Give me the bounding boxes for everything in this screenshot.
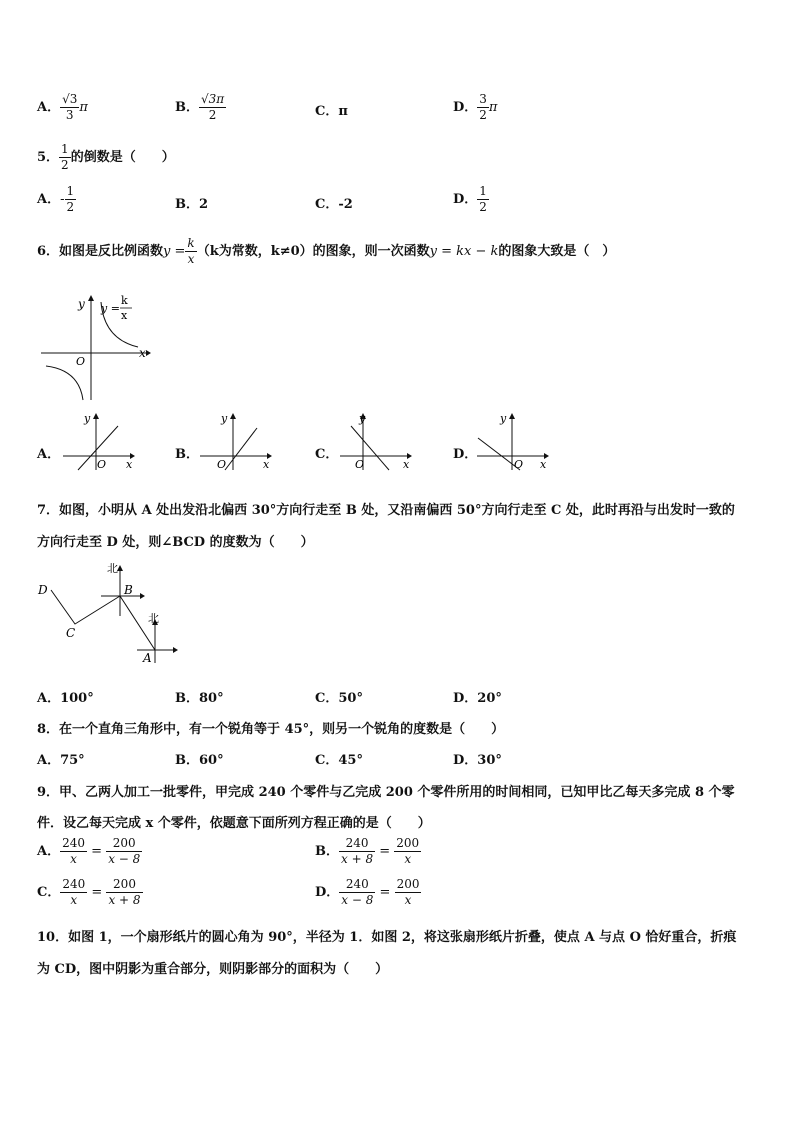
q5-d-num: 1 (479, 184, 487, 198)
q6-graph-func-x: x (121, 309, 128, 322)
q6-x-arrow (146, 350, 151, 356)
q9-a-n2: 200 (112, 836, 136, 850)
q6-part2: （k为常数，k≠0）的图象，则一次函数 (196, 244, 430, 259)
q4-option-d-label: D． (453, 100, 478, 115)
q9-d-eq: = (379, 885, 391, 900)
q6-curve-lower (46, 366, 83, 400)
q6-hyperbola-graph (38, 292, 153, 404)
q5-option-b-label: B． (175, 197, 199, 212)
q8-option-d-text: 30° (477, 753, 502, 768)
q6-a-y-label: y (84, 412, 91, 425)
q6-y-arrow (88, 295, 94, 301)
q4-option-c-text: π (338, 104, 348, 119)
q7-option-a-label: A． (37, 691, 61, 706)
q4-option-a-fraction (60, 92, 79, 123)
q10-stem-line1: 10．如图 1，一个扇形纸片的圆心角为 90°，半径为 1．如图 2，将这张扇形纸片折叠，使点 A 与点 O 恰好重合，折痕 (37, 930, 737, 945)
q9-option-a-label: A． (37, 844, 61, 859)
q9-d-rhs (395, 877, 422, 908)
q5-a-den: 2 (66, 200, 75, 214)
q6-fraction (185, 236, 196, 267)
q7-point-b: B (124, 583, 133, 597)
q5-a-fraction (65, 184, 77, 215)
q9-option-d-label: D． (315, 885, 340, 900)
q8-option-a-label: A． (37, 753, 61, 768)
q6-den: x (185, 251, 196, 267)
q7-point-d: D (38, 583, 48, 597)
q5-fraction (59, 142, 71, 173)
q6-a-origin-label: O (97, 458, 107, 471)
q9-b-n1: 240 (345, 836, 369, 850)
q9-stem-line2: 件．设乙每天完成 x 个零件，依题意下面所列方程正确的是（ ） (37, 816, 431, 831)
q9-b-lhs (339, 836, 375, 867)
q4-option-b-label: B． (175, 100, 199, 115)
q6-option-a-label: A． (37, 447, 61, 462)
q6-b-y-label: y (221, 412, 228, 425)
q6-part1: 6．如图是反比例函数 (37, 244, 164, 259)
q4-b-den: 2 (199, 107, 226, 123)
q7-direction-figure (35, 558, 185, 668)
q5-suffix: 的倒数是（ ） (70, 150, 175, 165)
q8-option-d (453, 749, 502, 768)
q4-a-tail: π (79, 100, 88, 115)
q5-d-fraction (477, 184, 489, 215)
q9-a-eq: = (91, 844, 103, 859)
q8-option-a (37, 749, 85, 768)
q6-d-origin-label: O (514, 458, 524, 471)
q6-b-origin-label: O (217, 458, 227, 471)
q6-num: k (187, 236, 195, 250)
q9-c-n1: 240 (62, 877, 86, 891)
q6-stem (37, 236, 615, 267)
q4-a-den: 3 (60, 107, 79, 123)
q9-a-lhs (60, 836, 87, 867)
q4-b-num: √3π (201, 92, 225, 106)
q5-option-b (175, 193, 208, 212)
q6-option-c-graph (337, 410, 417, 472)
q9-option-c-label: C． (37, 885, 61, 900)
q8-stem: 8．在一个直角三角形中，有一个锐角等于 45°，则另一个锐角的度数是（ ） (37, 722, 505, 737)
q5-option-a (37, 184, 76, 215)
q7-option-d (453, 687, 502, 706)
q6-option-c-label: C． (315, 447, 339, 462)
q6-c-origin-label: O (355, 458, 365, 471)
q6-b-line (225, 428, 257, 470)
q7-north-label-b: 北 (107, 562, 118, 575)
q6-d-y-arrow (509, 413, 515, 419)
q4-option-a-label: A． (37, 100, 61, 115)
q8-option-c-text: 45° (338, 753, 363, 768)
q9-option-b-label: B． (315, 844, 339, 859)
q5-option-d (453, 184, 489, 215)
q4-d-num: 3 (479, 92, 487, 106)
q6-c-y-label: y (359, 412, 366, 425)
q7-option-a (37, 687, 94, 706)
q5-stem (37, 142, 175, 173)
q5-a-num: 1 (66, 184, 75, 198)
q9-d-d2: x (395, 892, 422, 908)
q9-option-a (37, 836, 142, 867)
q7-north-label-a: 北 (148, 612, 159, 625)
q4-option-c (315, 100, 348, 119)
q4-option-c-label: C． (315, 104, 339, 119)
q5-option-b-text: 2 (199, 197, 209, 212)
q6-d-y-label: y (500, 412, 507, 425)
q6-option-a-graph (60, 410, 140, 472)
q4-option-d-fraction (477, 92, 489, 123)
q6-func-lhs: y = (163, 244, 186, 259)
q7-option-b (175, 687, 224, 706)
q9-d-n2: 200 (396, 877, 420, 891)
q7-option-d-text: 20° (477, 691, 502, 706)
q6-option-d-label: D． (453, 447, 478, 462)
q4-option-a (37, 92, 88, 123)
q9-c-n2: 200 (113, 877, 136, 891)
q7-stem-line1: 7．如图，小明从 A 处出发沿北偏西 30°方向行走至 B 处，又沿南偏西 50°方向行走至 C 处，此时再沿与出发时一致的 (37, 503, 735, 518)
q6-graph-origin-label: O (76, 355, 86, 368)
q4-option-d (453, 92, 497, 123)
q6-graph-x-label: x (139, 346, 146, 360)
q9-a-d2: x − 8 (108, 852, 141, 866)
q6-a-x-label: x (126, 458, 133, 471)
q7-option-b-text: 80° (199, 691, 224, 706)
q9-stem-line1: 9．甲、乙两人加工一批零件，甲完成 240 个零件与乙完成 200 个零件所用的时间相同，已知甲比乙每天多完成 8 个零 (37, 785, 735, 800)
q6-graph-func-label: y = (101, 302, 120, 315)
q9-b-n2: 200 (396, 836, 420, 850)
q5-option-c-text: -2 (338, 197, 353, 212)
q8-option-c-label: C． (315, 753, 339, 768)
q9-c-rhs (106, 877, 142, 908)
q8-option-a-text: 75° (60, 753, 85, 768)
q7-option-c (315, 687, 363, 706)
q9-d-n1: 240 (345, 877, 369, 891)
q7-option-c-label: C． (315, 691, 339, 706)
q9-b-d2: x (394, 851, 421, 867)
q5-option-a-label: A． (37, 192, 61, 207)
q5-option-c (315, 193, 353, 212)
q9-option-c (37, 877, 143, 908)
q5-num: 1 (61, 142, 69, 156)
q7-option-c-text: 50° (338, 691, 363, 706)
q7-walk-path (51, 590, 155, 650)
q9-b-eq: = (379, 844, 391, 859)
q8-option-d-label: D． (453, 753, 478, 768)
q9-d-lhs (339, 877, 375, 908)
q5-option-c-label: C． (315, 197, 339, 212)
q6-b-y-arrow (230, 413, 236, 419)
q6-graph-y-label: y (78, 297, 85, 311)
q7-option-d-label: D． (453, 691, 478, 706)
q5-den: 2 (61, 158, 69, 172)
q4-option-b (175, 92, 226, 123)
q6-b-x-label: x (263, 458, 270, 471)
q6-option-b-graph (197, 410, 277, 472)
q8-option-b-label: B． (175, 753, 199, 768)
q4-d-den: 2 (479, 108, 487, 122)
q9-b-rhs (394, 836, 421, 867)
q9-c-d2: x + 8 (108, 893, 141, 907)
q7-stem-line2: 方向行走至 D 处，则∠BCD 的度数为（ ） (37, 535, 314, 550)
q8-option-c (315, 749, 363, 768)
q6-option-d-graph (474, 410, 554, 472)
q6-d-x-label: x (540, 458, 547, 471)
q9-a-d1: x (60, 851, 87, 867)
q9-option-d (315, 877, 421, 908)
q4-option-b-fraction (199, 92, 226, 123)
q5-d-den: 2 (479, 200, 487, 214)
q9-d-d1: x − 8 (341, 893, 374, 907)
q6-part3: 的图象大致是（ ） (498, 244, 616, 259)
q6-graph-func-k: k (121, 294, 128, 307)
q9-c-lhs (60, 877, 87, 908)
q5-option-d-label: D． (453, 192, 478, 207)
q9-b-d1: x + 8 (341, 852, 374, 866)
q7-option-b-label: B． (175, 691, 199, 706)
q7-point-c: C (66, 626, 76, 640)
q9-option-b (315, 836, 421, 867)
q5-a-sign: - (60, 192, 65, 207)
q7-a-east-arrow (173, 647, 178, 653)
q7-point-a: A (143, 651, 152, 665)
q4-d-tail: π (488, 100, 498, 115)
q4-a-num: √3 (62, 92, 78, 106)
q7-b-east-arrow (140, 593, 145, 599)
q8-option-b-text: 60° (199, 753, 224, 768)
q9-c-d1: x (60, 892, 87, 908)
q9-a-n1: 240 (62, 836, 85, 850)
q8-option-b (175, 749, 224, 768)
q9-a-rhs (106, 836, 142, 867)
q6-a-y-arrow (93, 413, 99, 419)
q10-stem-line2: 为 CD，图中阴影为重合部分，则阴影部分的面积为（ ） (37, 962, 389, 977)
q6-c-x-label: x (403, 458, 410, 471)
q7-option-a-text: 100° (60, 691, 94, 706)
q9-c-eq: = (91, 885, 103, 900)
q5-number: 5． (37, 150, 60, 165)
q6-option-b-label: B． (175, 447, 199, 462)
q6-func2: y = kx − k (429, 244, 499, 259)
